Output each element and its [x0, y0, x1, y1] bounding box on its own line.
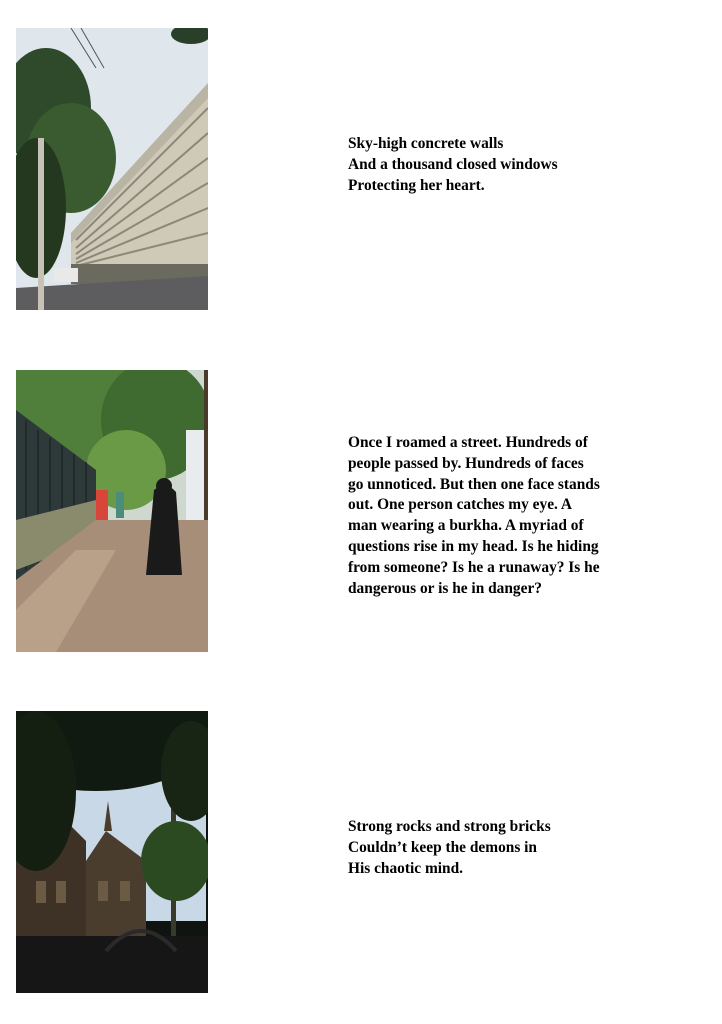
- poem-text-2: [348, 433, 688, 599]
- poem-line: His chaotic mind.: [348, 859, 464, 877]
- poem-line: out. One person catches my eye. A: [348, 496, 572, 514]
- poem-line: dangerous or is he in danger?: [348, 579, 542, 597]
- poem-text-1: [348, 134, 688, 196]
- poem-line: questions rise in my head. Is he hiding: [348, 537, 599, 555]
- poem-line: Couldn’t keep the demons in: [348, 838, 537, 856]
- poem-line: Sky-high concrete walls: [348, 135, 504, 152]
- poem-line: Protecting her heart.: [348, 176, 485, 194]
- photo-gothic-building: [16, 711, 208, 993]
- poem-line: people passed by. Hundreds of faces: [348, 454, 584, 472]
- poem-line: man wearing a burkha. A myriad of: [348, 517, 584, 535]
- poem-line: Strong rocks and strong bricks: [348, 818, 551, 835]
- poem-line: Once I roamed a street. Hundreds of: [348, 434, 588, 451]
- photo-street-scene: [16, 370, 208, 652]
- photo-apartment-building: [16, 28, 208, 310]
- poem-line: go unnoticed. But then one face stands: [348, 475, 600, 493]
- poem-line: And a thousand closed windows: [348, 155, 558, 173]
- poem-line: from someone? Is he a runaway? Is he: [348, 558, 600, 576]
- poem-text-3: [348, 817, 688, 879]
